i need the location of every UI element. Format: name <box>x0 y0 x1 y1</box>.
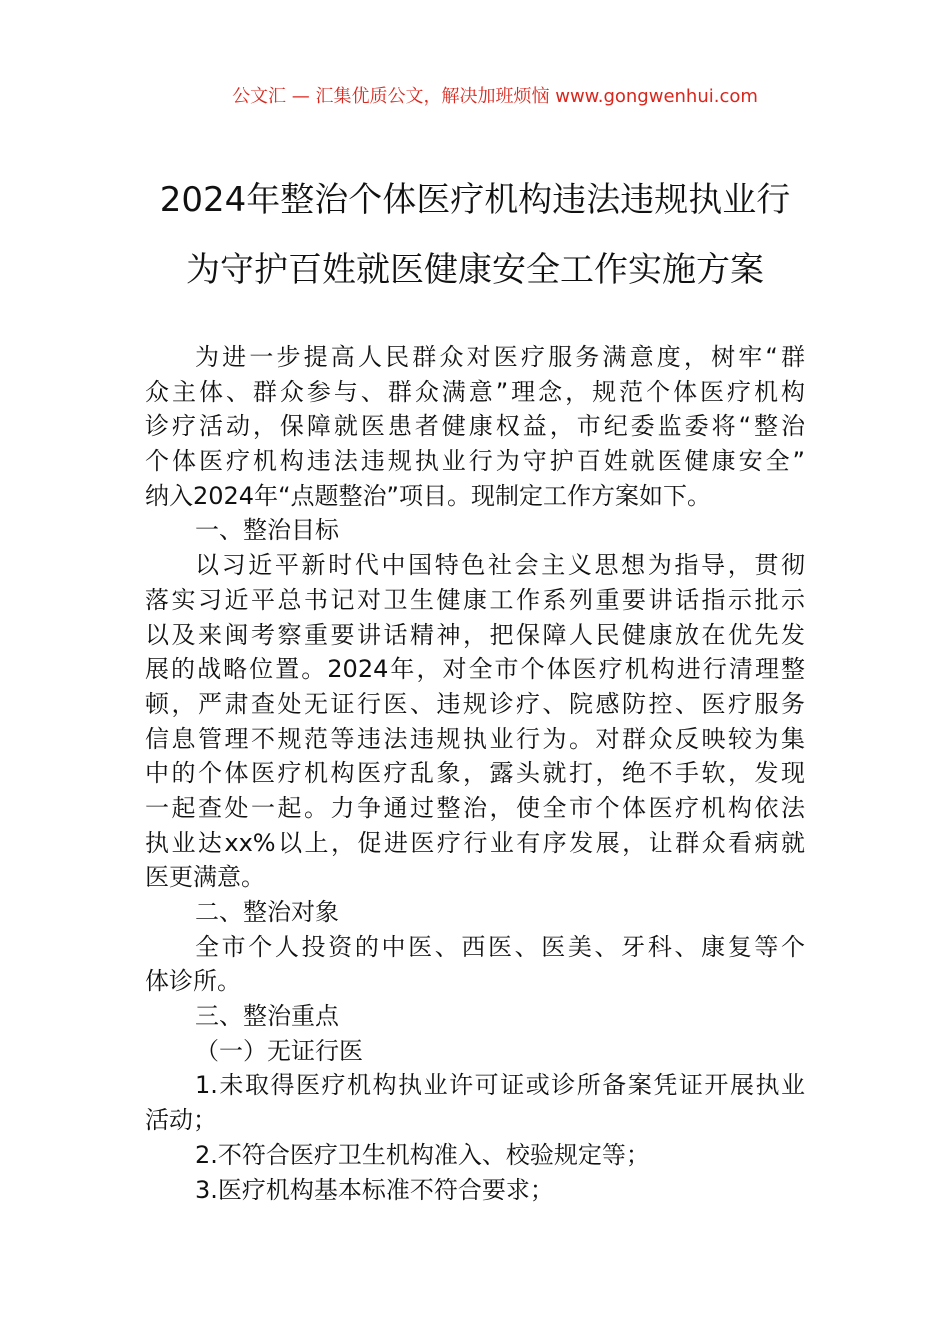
paragraph <box>145 548 805 895</box>
text-line: 展的战略位置。2024年，对全市个体医疗机构进行清理整 <box>145 655 805 684</box>
paragraph <box>145 340 805 513</box>
text-line: 1.未取得医疗机构执业许可证或诊所备案凭证开展执业 <box>195 1071 805 1100</box>
text-line: 医更满意。 <box>145 863 265 892</box>
document-body <box>145 340 805 1207</box>
text-line: 活动； <box>145 1106 217 1135</box>
section-heading <box>145 895 805 930</box>
document-title-line-2: 为守护百姓就医健康安全工作实施方案 <box>186 250 764 290</box>
text-line: 全市个人投资的中医、西医、医美、牙科、康复等个 <box>195 932 805 961</box>
text-line: 信息管理不规范等违法违规执业行为。对群众反映较为集 <box>145 724 805 753</box>
text-line: 诊疗活动，保障就医患者健康权益，市纪委监委将“整治 <box>145 412 805 441</box>
text-line: 三、整治重点 <box>195 1002 339 1031</box>
paragraph <box>145 1138 805 1173</box>
text-line: 以及来闽考察重要讲话精神，把保障人民健康放在优先发 <box>145 620 805 649</box>
text-line: 落实习近平总书记对卫生健康工作系列重要讲话指示批示 <box>145 585 805 614</box>
text-line: 以习近平新时代中国特色社会主义思想为指导，贯彻 <box>195 551 805 580</box>
text-line: （一）无证行医 <box>195 1036 363 1065</box>
text-line: 3.医疗机构基本标准不符合要求； <box>195 1175 554 1204</box>
document-title-line-1: 2024年整治个体医疗机构违法违规执业行 <box>159 180 791 220</box>
paragraph <box>145 1173 805 1208</box>
text-line: 中的个体医疗机构医疗乱象，露头就打，绝不手软，发现 <box>145 759 805 788</box>
section-heading <box>145 513 805 548</box>
section-heading <box>145 1034 805 1069</box>
text-line: 二、整治对象 <box>195 898 339 926</box>
section-heading <box>145 999 805 1034</box>
text-line: 一、整治目标 <box>195 516 339 545</box>
watermark-banner: 公文汇 — 汇集优质公文，解决加班烦恼 www.gongwenhui.com <box>232 86 758 107</box>
paragraph <box>145 930 805 999</box>
text-line: 个体医疗机构违法违规执业行为守护百姓就医健康安全” <box>145 447 805 476</box>
text-line: 执业达xx%以上，促进医疗行业有序发展，让群众看病就 <box>145 828 805 857</box>
text-line: 众主体、群众参与、群众满意”理念，规范个体医疗机构 <box>145 377 805 406</box>
text-line: 为进一步提高人民群众对医疗服务满意度，树牢“群 <box>195 343 805 371</box>
text-line: 顿，严肃查处无证行医、违规诊疗、院感防控、医疗服务 <box>145 689 805 718</box>
text-line: 2.不符合医疗卫生机构准入、校验规定等； <box>195 1140 650 1169</box>
text-line: 体诊所。 <box>145 967 241 996</box>
text-line: 纳入2024年“点题整治”项目。现制定工作方案如下。 <box>145 481 711 510</box>
text-line: 一起查处一起。力争通过整治，使全市个体医疗机构依法 <box>145 793 805 822</box>
paragraph <box>145 1068 805 1137</box>
